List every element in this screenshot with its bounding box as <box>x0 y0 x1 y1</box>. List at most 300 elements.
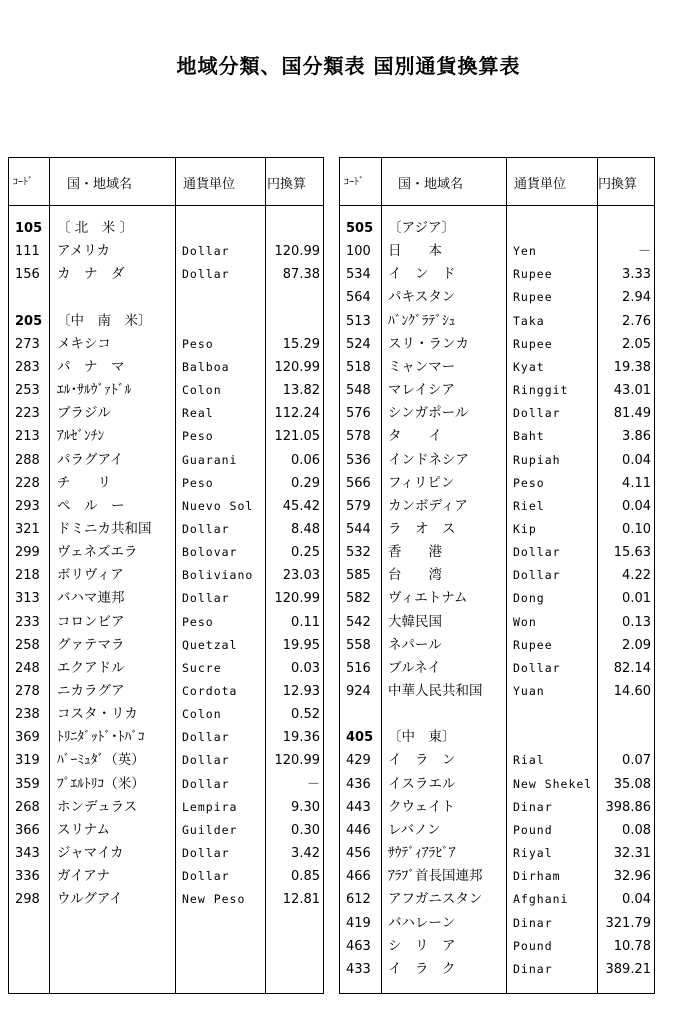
currency-unit: Peso <box>182 475 214 490</box>
table-row <box>340 888 654 911</box>
currency-unit: Baht <box>513 429 545 444</box>
country-name: 日 本 <box>388 243 442 260</box>
country-code: 536 <box>346 452 371 468</box>
table-row <box>9 402 323 425</box>
header-name: 国・地域名 <box>398 177 464 192</box>
country-name: ﾄﾘﾆﾀﾞｯﾄﾞ･ﾄﾊﾞｺ <box>57 729 145 746</box>
country-code: 576 <box>346 406 371 422</box>
table-row <box>9 726 323 749</box>
yen-rate: 43.01 <box>613 383 651 399</box>
yen-rate: 0.08 <box>622 822 651 838</box>
country-name: シンガポール <box>388 405 469 422</box>
currency-unit: Dinar <box>513 799 553 814</box>
country-name: 〔 北 米 〕 <box>57 220 134 236</box>
country-name: 香 港 <box>388 544 442 561</box>
currency-unit: Dollar <box>182 267 230 282</box>
currency-unit: Kyat <box>513 359 545 374</box>
table-row <box>9 333 323 356</box>
table-row <box>340 773 654 796</box>
country-name: ネパール <box>388 636 442 653</box>
country-name: ペ ル ー <box>57 497 125 514</box>
table-row <box>9 425 323 448</box>
currency-unit: New Shekel <box>513 776 593 791</box>
currency-unit: Yen <box>513 244 537 259</box>
country-name: 〔アジア〕 <box>388 220 455 236</box>
yen-rate: 81.49 <box>613 406 651 422</box>
country-code: 273 <box>15 336 40 352</box>
country-code: 369 <box>15 730 40 746</box>
country-code: 313 <box>15 591 40 607</box>
country-name: ボリヴィア <box>57 567 124 584</box>
yen-rate: 0.06 <box>291 452 320 468</box>
country-code: 566 <box>346 475 371 491</box>
yen-rate: 0.25 <box>291 545 320 561</box>
table-row <box>340 703 654 726</box>
currency-unit: Won <box>513 614 537 629</box>
currency-unit: Dollar <box>513 568 561 583</box>
country-code: 463 <box>346 938 371 954</box>
yen-rate: 15.29 <box>282 336 320 352</box>
country-code: 516 <box>346 660 371 676</box>
table-row <box>340 819 654 842</box>
table-row <box>340 680 654 703</box>
header-currency: 通貨単位 <box>183 177 236 192</box>
yen-rate: 35.08 <box>613 776 651 792</box>
country-code: 405 <box>346 730 374 746</box>
country-name: ブラジル <box>57 405 111 422</box>
country-name: ﾌﾟｴﾙﾄﾘｺ（米） <box>57 775 145 792</box>
table-row <box>9 634 323 657</box>
yen-rate: 0.03 <box>291 660 320 676</box>
country-code: 205 <box>15 313 43 329</box>
currency-unit: Sucre <box>182 660 222 675</box>
country-code: 548 <box>346 383 371 399</box>
currency-unit: Guarani <box>182 452 238 467</box>
country-code: 534 <box>346 267 371 283</box>
country-code: 248 <box>15 660 40 676</box>
country-code: 233 <box>15 614 40 630</box>
country-name: チ リ <box>57 474 111 491</box>
country-name: ｴﾙ･ｻﾙｳﾞｧﾄﾞﾙ <box>57 382 132 399</box>
table-row <box>340 634 654 657</box>
currency-unit: Rupee <box>513 267 553 282</box>
country-code: 524 <box>346 336 371 352</box>
currency-table-right <box>339 157 655 994</box>
currency-unit: Dollar <box>182 776 230 791</box>
currency-unit: Dollar <box>182 869 230 884</box>
yen-rate: 2.76 <box>622 313 651 329</box>
country-name: パラグアイ <box>57 451 124 468</box>
country-code: 299 <box>15 545 40 561</box>
currency-unit: New Peso <box>182 892 246 907</box>
country-code: 213 <box>15 429 40 445</box>
yen-rate: 0.52 <box>291 707 320 723</box>
yen-rate: 0.11 <box>291 614 320 630</box>
table-row <box>340 842 654 865</box>
country-name: アメリカ <box>57 243 111 260</box>
country-code: 283 <box>15 359 40 375</box>
table-row <box>340 333 654 356</box>
currency-unit: Dollar <box>182 591 230 606</box>
currency-unit: Dollar <box>513 406 561 421</box>
table-row <box>9 611 323 634</box>
currency-unit: Peso <box>513 475 545 490</box>
currency-unit: Real <box>182 406 214 421</box>
currency-unit: Dollar <box>182 753 230 768</box>
country-code: 228 <box>15 475 40 491</box>
table-row <box>9 495 323 518</box>
country-name: ヴェネズエラ <box>57 544 138 561</box>
currency-unit: Dollar <box>182 846 230 861</box>
country-code: 443 <box>346 799 371 815</box>
currency-unit: Riyal <box>513 846 553 861</box>
country-name: シ リ ア <box>388 937 456 954</box>
table-row <box>340 912 654 935</box>
table-row <box>340 587 654 610</box>
country-code: 268 <box>15 799 40 815</box>
currency-unit: Quetzal <box>182 637 238 652</box>
country-code: 532 <box>346 545 371 561</box>
country-code: 456 <box>346 846 371 862</box>
table-row <box>9 842 323 865</box>
country-code: 319 <box>15 753 40 769</box>
yen-rate: 0.13 <box>622 614 651 630</box>
currency-unit: Rupee <box>513 336 553 351</box>
table-row <box>9 680 323 703</box>
country-code: 293 <box>15 498 40 514</box>
yen-rate: 398.86 <box>605 799 651 815</box>
country-code: 579 <box>346 498 371 514</box>
yen-rate: 3.33 <box>622 267 651 283</box>
table-row <box>9 564 323 587</box>
yen-rate: 0.04 <box>622 892 651 908</box>
table-row <box>9 518 323 541</box>
country-name: ガイアナ <box>57 868 111 885</box>
yen-rate: 9.30 <box>291 799 320 815</box>
table-row <box>9 379 323 402</box>
currency-unit: Peso <box>182 614 214 629</box>
currency-unit: Dollar <box>513 545 561 560</box>
country-code: 582 <box>346 591 371 607</box>
table-row <box>340 958 654 981</box>
country-code: 612 <box>346 892 371 908</box>
country-name: 〔中 東〕 <box>388 729 456 746</box>
yen-rate: 32.31 <box>613 846 651 862</box>
country-code: 156 <box>15 267 40 283</box>
country-code: 518 <box>346 359 371 375</box>
country-code: 564 <box>346 290 371 306</box>
table-row <box>340 402 654 425</box>
country-code: 466 <box>346 869 371 885</box>
yen-rate: 0.01 <box>622 591 651 607</box>
country-name: ニカラグア <box>57 683 125 699</box>
country-code: 505 <box>346 221 374 236</box>
currency-unit: Dollar <box>513 660 561 675</box>
currency-unit: Dinar <box>513 915 553 930</box>
currency-unit: Dinar <box>513 961 553 976</box>
yen-rate: 87.38 <box>282 267 320 283</box>
yen-rate: 2.09 <box>622 637 651 653</box>
country-code: 578 <box>346 429 371 445</box>
country-code: 321 <box>15 521 40 537</box>
currency-unit: Dollar <box>182 244 230 259</box>
country-name: イ ラ ン <box>388 752 456 769</box>
country-code: 238 <box>15 707 40 723</box>
currency-unit: Colon <box>182 707 222 722</box>
country-code: 218 <box>15 568 40 584</box>
country-name: ﾊﾞﾝｸﾞﾗﾃﾞｼｭ <box>388 312 456 329</box>
country-name: レバノン <box>388 821 441 838</box>
table-row <box>9 749 323 772</box>
region-heading-row <box>9 217 323 240</box>
yen-rate: 8.48 <box>291 521 320 537</box>
currency-unit: Balboa <box>182 359 230 374</box>
yen-rate: 0.07 <box>622 753 651 769</box>
country-name: ウルグアイ <box>57 891 123 908</box>
table-row <box>9 472 323 495</box>
yen-rate: 45.42 <box>282 498 320 514</box>
currency-unit: Riel <box>513 498 545 513</box>
table-row <box>9 449 323 472</box>
currency-unit: Pound <box>513 938 553 953</box>
country-name: カ ナ ダ <box>57 266 125 283</box>
table-row <box>340 449 654 472</box>
table-row <box>9 263 323 286</box>
country-name: メキシコ <box>57 335 111 352</box>
yen-rate: 23.03 <box>282 568 320 584</box>
table-row <box>9 240 323 263</box>
table-row <box>9 587 323 610</box>
yen-rate: 0.04 <box>622 452 651 468</box>
country-name: イ ラ ク <box>388 960 456 977</box>
yen-rate: 32.96 <box>613 869 651 885</box>
yen-rate: 3.42 <box>291 846 320 862</box>
table-row <box>340 495 654 518</box>
table-row <box>9 657 323 680</box>
table-row <box>9 703 323 726</box>
table-row <box>340 425 654 448</box>
country-code: 105 <box>15 221 43 236</box>
table-row <box>340 356 654 379</box>
country-code: 223 <box>15 406 40 422</box>
country-code: 100 <box>346 244 371 260</box>
yen-rate: 120.99 <box>274 244 320 260</box>
yen-rate: 0.30 <box>291 822 320 838</box>
table-row <box>9 865 323 888</box>
table-row <box>340 240 654 263</box>
country-code: 542 <box>346 614 371 630</box>
country-name: ｱﾙｾﾞﾝﾁﾝ <box>57 428 105 445</box>
country-code: 924 <box>346 684 371 699</box>
currency-unit: Rupee <box>513 290 553 305</box>
country-name: コスタ・リカ <box>57 706 138 723</box>
country-code: 359 <box>15 776 40 792</box>
yen-rate: 321.79 <box>605 915 651 931</box>
currency-unit: Ringgit <box>513 383 569 398</box>
yen-rate: 12.93 <box>282 684 320 699</box>
yen-rate: 2.05 <box>622 336 651 352</box>
country-code: 429 <box>346 753 371 769</box>
country-name: パキスタン <box>388 289 456 306</box>
yen-rate: 19.38 <box>613 359 651 375</box>
currency-unit: Rupee <box>513 637 553 652</box>
region-heading-row <box>340 217 654 240</box>
table-row <box>9 286 323 309</box>
yen-rate: 82.14 <box>613 660 651 676</box>
table-row <box>9 356 323 379</box>
country-code: 446 <box>346 822 371 838</box>
currency-unit: Colon <box>182 383 222 398</box>
yen-rate: 0.85 <box>291 869 320 885</box>
table-row <box>340 564 654 587</box>
yen-rate: 0.10 <box>622 521 651 537</box>
yen-rate: 12.81 <box>282 892 320 908</box>
country-code: 433 <box>346 961 371 977</box>
country-code: 513 <box>346 313 371 329</box>
country-code: 298 <box>15 892 40 908</box>
currency-unit: Bolovar <box>182 545 238 560</box>
country-name: 〔中 南 米〕 <box>57 312 152 329</box>
yen-rate: 10.78 <box>613 938 651 954</box>
country-name: アフガニスタン <box>388 891 483 908</box>
currency-unit: Dong <box>513 591 545 606</box>
currency-unit: Peso <box>182 336 214 351</box>
table-row <box>340 263 654 286</box>
yen-rate: 4.22 <box>622 568 651 584</box>
currency-unit: Dirham <box>513 869 561 884</box>
country-code: 436 <box>346 776 371 792</box>
yen-rate: 15.63 <box>613 545 651 561</box>
country-name: ｻｳﾃﾞｨｱﾗﾋﾞｱ <box>388 845 456 862</box>
currency-unit: Nuevo Sol <box>182 498 254 513</box>
table-row <box>340 310 654 333</box>
table-row <box>340 796 654 819</box>
currency-unit: Boliviano <box>182 568 254 583</box>
yen-rate: 389.21 <box>605 961 651 977</box>
yen-rate: 14.60 <box>613 684 651 699</box>
yen-rate: 120.99 <box>274 359 320 375</box>
currency-unit: Yuan <box>513 684 545 698</box>
table-row <box>340 657 654 680</box>
currency-unit: Peso <box>182 429 214 444</box>
header-code: ｺｰﾄﾞ <box>13 177 33 188</box>
currency-unit: Dollar <box>182 730 230 745</box>
country-code: 544 <box>346 521 371 537</box>
header-name: 国・地域名 <box>67 177 133 192</box>
yen-rate: － <box>306 776 320 792</box>
country-code: 288 <box>15 452 40 468</box>
country-code: 419 <box>346 915 371 931</box>
country-code: 366 <box>15 822 40 838</box>
currency-unit: Cordota <box>182 684 238 698</box>
table-row <box>340 518 654 541</box>
table-row <box>340 865 654 888</box>
country-name: ミャンマー <box>388 358 456 375</box>
country-name: 台 湾 <box>388 567 442 584</box>
page-title: 地域分類、国分類表 国別通貨換算表 <box>176 54 521 78</box>
country-name: 中華人民共和国 <box>388 683 483 699</box>
country-name: スリナム <box>57 821 111 838</box>
table-row <box>9 773 323 796</box>
yen-rate: 13.82 <box>282 383 320 399</box>
currency-unit: Taka <box>513 313 545 328</box>
yen-rate: 3.86 <box>622 429 651 445</box>
region-heading-row <box>9 310 323 333</box>
country-name: スリ・ランカ <box>388 335 469 352</box>
table-row <box>9 541 323 564</box>
currency-unit: Pound <box>513 822 553 837</box>
table-row <box>340 935 654 958</box>
table-row <box>9 796 323 819</box>
yen-rate: － <box>637 244 651 260</box>
country-name: パ ナ マ <box>57 358 125 375</box>
yen-rate: 121.05 <box>274 429 320 445</box>
country-name: ﾊﾞｰﾐｭﾀﾞ（英） <box>57 752 145 769</box>
country-name: イ ン ド <box>388 266 456 283</box>
table-row <box>340 541 654 564</box>
country-name: ホンデュラス <box>57 798 138 815</box>
country-name: カンボディア <box>388 497 468 514</box>
currency-unit: Kip <box>513 521 537 536</box>
currency-unit: Guilder <box>182 822 238 837</box>
country-name: ラ オ ス <box>388 520 456 537</box>
country-code: 278 <box>15 684 40 699</box>
yen-rate: 4.11 <box>622 475 651 491</box>
country-code: 111 <box>15 244 40 260</box>
country-code: 558 <box>346 637 371 653</box>
currency-unit: Rial <box>513 753 545 768</box>
table-row <box>340 472 654 495</box>
country-code: 343 <box>15 846 40 862</box>
country-name: コロンビア <box>57 613 125 630</box>
yen-rate: 120.99 <box>274 753 320 769</box>
header-currency: 通貨単位 <box>514 177 567 192</box>
yen-rate: 112.24 <box>274 406 320 422</box>
table-row <box>340 611 654 634</box>
country-name: インドネシア <box>388 451 469 468</box>
table-row <box>340 749 654 772</box>
country-code: 585 <box>346 568 371 584</box>
currency-unit: Dollar <box>182 521 230 536</box>
country-name: フィリピン <box>388 474 455 491</box>
header-rate: 円換算 <box>598 177 638 192</box>
header-rate: 円換算 <box>267 177 307 192</box>
country-code: 253 <box>15 383 40 399</box>
region-heading-row <box>340 726 654 749</box>
country-name: バハレーン <box>388 914 456 931</box>
currency-unit: Lempira <box>182 799 238 814</box>
table-row <box>9 819 323 842</box>
country-name: クウェイト <box>388 798 455 815</box>
country-name: イスラエル <box>388 775 456 792</box>
yen-rate: 0.29 <box>291 475 320 491</box>
country-name: ブルネイ <box>388 659 441 676</box>
yen-rate: 0.04 <box>622 498 651 514</box>
yen-rate: 19.36 <box>282 730 320 746</box>
currency-unit: Afghani <box>513 892 569 907</box>
country-name: バハマ連邦 <box>57 590 125 607</box>
country-name: 大韓民国 <box>388 613 442 630</box>
country-name: ｱﾗﾌﾞ首長国連邦 <box>388 868 483 885</box>
country-code: 336 <box>15 869 40 885</box>
yen-rate: 120.99 <box>274 591 320 607</box>
country-name: エクアドル <box>57 659 125 676</box>
yen-rate: 2.94 <box>622 290 651 306</box>
country-code: 258 <box>15 637 40 653</box>
table-row <box>9 888 323 911</box>
country-name: ヴィエトナム <box>388 590 468 607</box>
country-name: ドミニカ共和国 <box>57 520 152 537</box>
